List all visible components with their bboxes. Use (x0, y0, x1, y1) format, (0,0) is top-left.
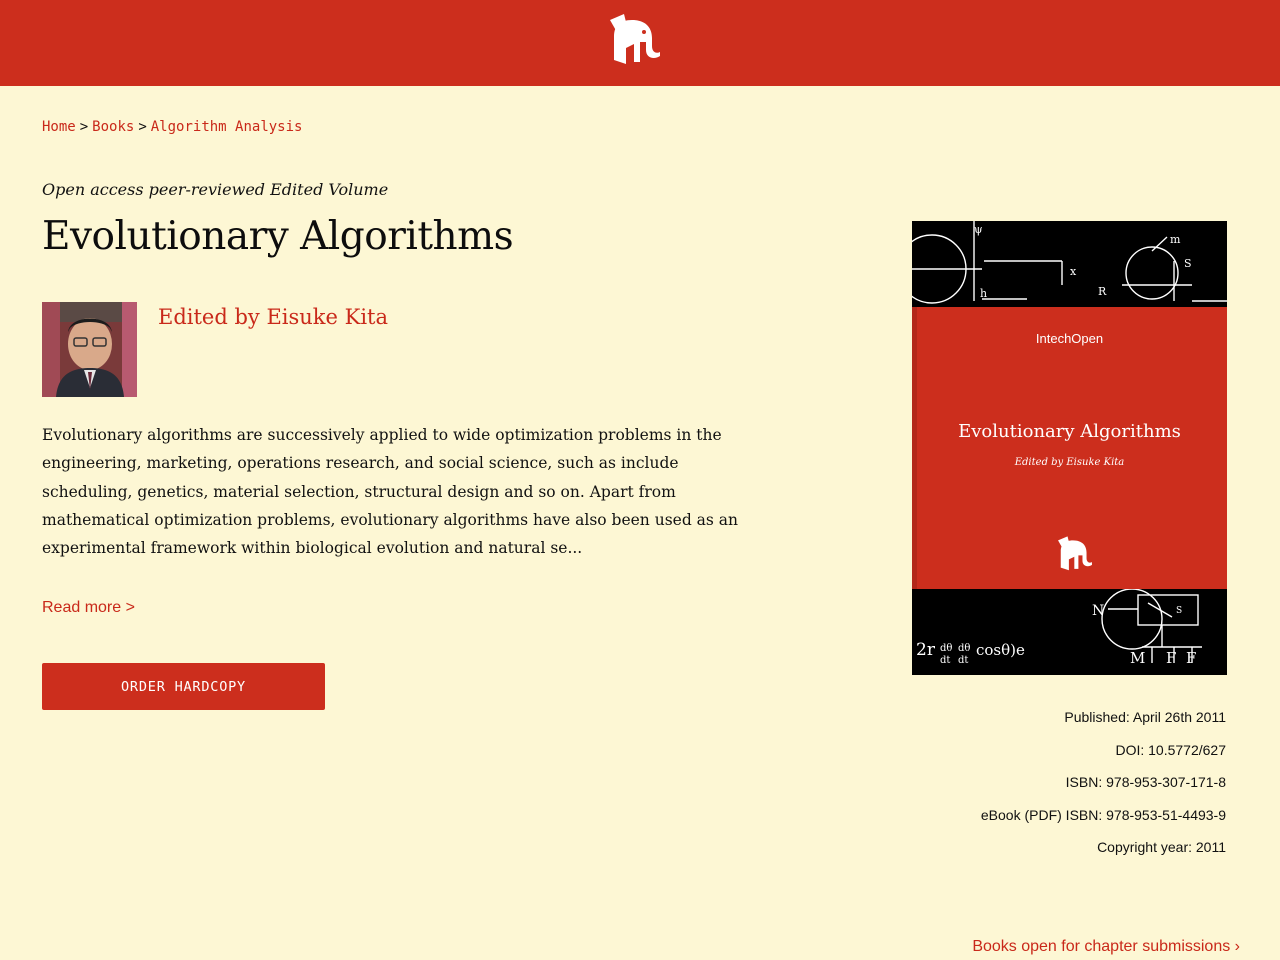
svg-text:ψ: ψ (974, 223, 983, 236)
copyright-year: Copyright year: 2011 (1097, 839, 1226, 856)
book-cover[interactable] (912, 221, 1227, 675)
breadcrumb-home[interactable]: Home (42, 119, 76, 135)
svg-text:h: h (980, 287, 988, 300)
cover-math-pattern (912, 589, 1227, 675)
breadcrumb-separator: > (79, 119, 89, 135)
svg-text:cosθ)e: cosθ)e (976, 641, 1025, 659)
order-hardcopy-button[interactable]: ORDER HARDCOPY (42, 663, 325, 710)
top-header-bar (0, 0, 1280, 86)
book-type-label: Open access peer-reviewed Edited Volume (42, 180, 389, 199)
breadcrumb-books[interactable]: Books (92, 119, 135, 135)
ebook-isbn-value: eBook (PDF) ISBN: 978-953-51-4493-9 (980, 806, 1226, 823)
svg-text:S: S (1176, 606, 1183, 616)
svg-text:dθ: dθ (940, 643, 953, 654)
published-date: Published: April 26th 2011 (1064, 709, 1226, 725)
svg-text:M: M (1130, 649, 1146, 667)
book-metadata (981, 707, 1226, 870)
chapter-submissions-link[interactable]: Books open for chapter submissions › (972, 938, 1240, 955)
isbn-value: ISBN: 978-953-307-171-8 (1065, 774, 1226, 791)
cover-red-band (912, 307, 1227, 589)
svg-text:dt: dt (958, 655, 969, 666)
book-abstract: Evolutionary algorithms are successively applied to wide optimization problems in the engineering, marketing, operations research, and social science, such as include scheduling, genetics, material selection, structural design and so on. Apart from mathematical optimization problems, evolutionary algorithms have also been used as an experimental framework within biological evolution and natural se... (42, 426, 739, 558)
cover-math-pattern (912, 221, 1227, 307)
breadcrumb (42, 119, 302, 135)
breadcrumb-separator: > (138, 119, 147, 135)
cover-title: Evolutionary Algorithms (958, 421, 1181, 442)
svg-text:S: S (1184, 257, 1192, 270)
svg-text:F: F (1186, 649, 1197, 667)
doi-value: DOI: 10.5772/627 (1115, 741, 1226, 758)
svg-text:2r: 2r (916, 640, 935, 660)
editor-name-link[interactable]: Edited by Eisuke Kita (158, 305, 388, 329)
editor-avatar[interactable] (42, 302, 137, 397)
breadcrumb-algorithm-analysis[interactable]: Algorithm Analysis (150, 119, 303, 135)
read-more-link[interactable]: Read more > (42, 599, 135, 616)
cover-publisher: IntechOpen (1035, 331, 1104, 346)
svg-text:N: N (1092, 603, 1105, 619)
svg-text:x: x (1070, 265, 1077, 278)
svg-text:dθ: dθ (958, 643, 971, 654)
svg-text:F: F (1166, 649, 1177, 667)
page-title: Evolutionary Algorithms (42, 214, 514, 259)
intechopen-elephant-logo-icon[interactable] (606, 12, 664, 68)
svg-text:R: R (1098, 285, 1107, 298)
intechopen-elephant-logo-icon (1055, 535, 1095, 573)
cover-editor: Edited by Eisuke Kita (1014, 457, 1125, 468)
svg-text:dt: dt (940, 655, 951, 666)
svg-text:m: m (1170, 233, 1181, 246)
